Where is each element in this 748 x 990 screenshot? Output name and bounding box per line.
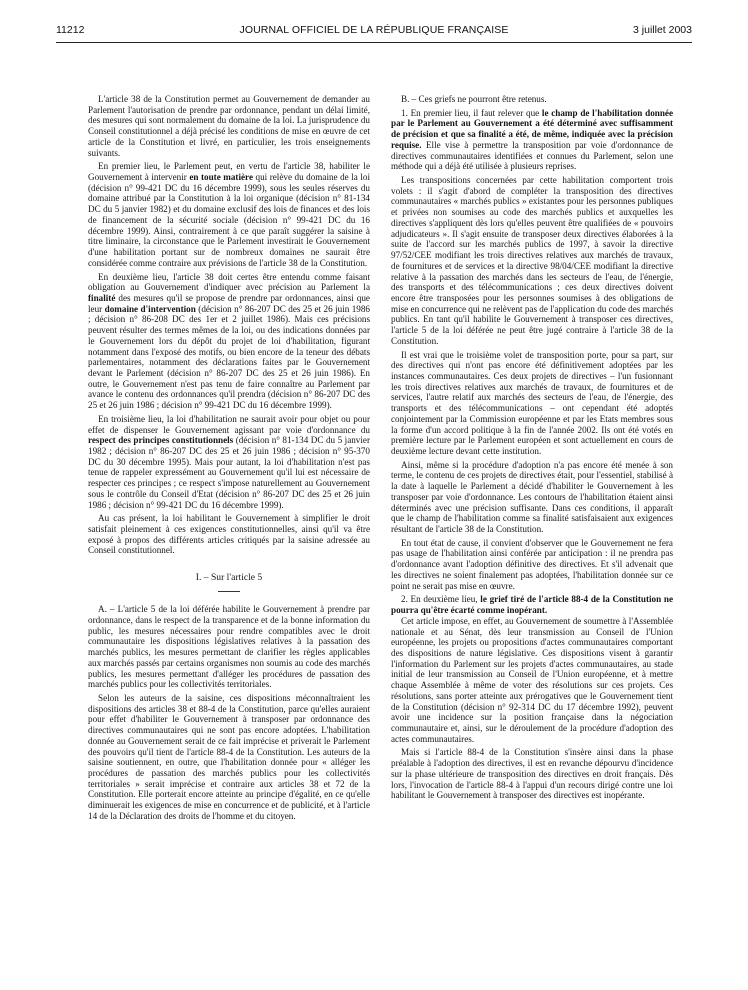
paragraph: En troisième lieu, la loi d'habilitation ne saurait avoir pour objet ou pour effet de dispenser le Gouvernement agissant par voie d'ordonnance du respect des principes constitutionnels (décision n° 81-134 DC du 5 janvier 1982 ; décision n° 86-207 DC des 25 et 26 juin 1986 ; décision n° 95-370 DC du 30 décembre 1995). Mais pour autant, la loi d'habilitation n'est pas tenue de rappeler expressément au Gouvernement qu'il lui est nécessaire de respecter ces principes ; ce respect s'impose naturellement au Gouvernement sous le contrôle du Conseil d'Etat (décision n° 86-207 DC des 25 et 26 juin 1986 ; décision n° 99-421 DC du 16 décembre 1999). xyxy=(88,413,370,510)
paragraph: En deuxième lieu, l'article 38 doit certes être entendu comme faisant obligation au Gouvernement d'indiquer avec précision au Parlement la finalité des mesures qu'il se propose de prendre par ordonnances, ainsi que leur domaine d'intervention (décision n° 86-207 DC des 25 et 26 juin 1986 ; décision n° 86-208 DC des 1er et 2 juillet 1986). Mais ces précisions peuvent résulter des termes mêmes de la loi, ou des indications données par le Gouvernement lors du dépôt du projet de loi d'habilitation, figurant notamment dans l'exposé des motifs, ou bien encore de la teneur des débats parlementaires, notamment des déclarations faites par le Gouvernement devant le Parlement (décision n° 86-207 DC des 25 et 26 juin 1986). En outre, le Gouvernement n'est pas tenu de faire connaître au Parlement par avance le contenu des ordonnances qu'il prendra (décision n° 86-207 DC des 25 et 26 juin 1986 ; décision n° 99-421 DC du 16 décembre 1999). xyxy=(88,271,370,411)
paragraph: Les transpositions concernées par cette habilitation comportent trois volets : il s'agit d'abord de compléter la transposition des directives communautaires « marchés publics » existantes pour les personnes publiques et privées non soumises au code des marchés publics et auxquelles les directives s'appliquent dès lors qu'elles peuvent être qualifiées de « pouvoirs adjudicateurs ». Il s'agit ensuite de transposer deux directives élaborées à la suite de l'accord sur les marchés publics de 1997, à savoir la directive 97/52/CEE modifiant les trois directives relatives aux marchés de travaux, de fournitures et de services et la directive 98/04/CEE modifiant la directive relative à la passation des marchés dans les secteurs de l'eau, de l'énergie, des transports et des télécommunications ; ces deux directives doivent encore être transposées pour les personnes soumises à des obligations de mise en concurrence qui ne relèvent pas de l'application du code des marchés publics. En tant qu'il habilite le Gouvernement à transposer ces directives, l'article 5 de la loi déférée ne peut être jugé contraire à l'article 38 de la Constitution. xyxy=(391,175,673,346)
header-rule xyxy=(56,42,692,43)
emphasis: le grief tiré de l'article 88-4 de la Constitution ne pourra qu'être écarté comme inopérant. xyxy=(391,594,673,616)
emphasis: en toute matière xyxy=(189,172,253,183)
page-header xyxy=(56,24,692,40)
paragraph: Ainsi, même si la procédure d'adoption n'a pas encore été menée à son terme, le contenu de ces projets de directives était, pour l'essentiel, stabilisé à la date à laquelle le Parlement a décidé d'habiliter le Gouvernement à les transposer par voie d'ordonnance. Les contours de l'habilitation étaient ainsi déterminés avec une précision suffisante. Dans ces conditions, il apparaît que le champ de l'habilitation comme sa finalité satisfaisaient aux exigences résultant de l'article 38 de la Constitution. xyxy=(391,459,673,535)
journal-title: JOURNAL OFFICIEL DE LA RÉPUBLIQUE FRANÇAISE xyxy=(239,24,509,36)
left-column xyxy=(88,94,370,974)
paragraph: Au cas présent, la loi habilitant le Gouvernement à simplifier le droit satisfait pleinement à ces exigences constitutionnelles, ainsi qu'il va être exposé à propos des différents articles critiqués par la saisine adressée au Conseil constitutionnel. xyxy=(88,513,370,556)
paragraph: 1. En premier lieu, il faut relever que le champ de l'habilitation donnée par le Parlement au Gouvernement a été déterminé avec suffisamment de précision et que sa finalité a été, de même, indiquée avec la précision requise. Elle vise à permettre la transposition par voie d'ordonnance de directives communautaires identifiées et connues du Parlement, selon une méthode qui a déjà été utilisée à plusieurs reprises. xyxy=(391,107,673,172)
paragraph: B. – Ces griefs ne pourront être retenus. xyxy=(401,94,547,104)
paragraph: Il est vrai que le troisième volet de transposition porte, pour sa part, sur des directives qui n'ont pas encore été définitivement adoptées par les instances communautaires. Ces deux projets de directives – l'un fusionnant les trois directives relatives aux marchés de travaux, de fournitures et de services, l'autre relatif aux marchés des secteurs de l'eau, de l'énergie, des transports et des télécommunications – ont cependant été adoptés conjointement par la Commission européenne et par les Etats membres sous la forme d'un accord politique à la fin de l'année 2002. Ils ont été votés en première lecture par le Parlement européen et sont actuellement en cours de deuxième lecture devant cette institution. xyxy=(391,349,673,456)
issue-date: 3 juillet 2003 xyxy=(633,24,692,36)
paragraph: En tout état de cause, il convient d'observer que le Gouvernement ne fera pas usage de l'habilitation ainsi conférée par anticipation : il ne prendra pas d'ordonnance avant l'adoption définitive des directives. Et s'il advenait que les directives ne soient finalement pas adoptées, l'habilitation donnée sur ce point ne serait pas mise en œuvre. xyxy=(391,537,673,591)
section-heading: I. – Sur l'article 5 xyxy=(88,572,370,592)
paragraph: A. – L'article 5 de la loi déférée habilite le Gouvernement à prendre par ordonnance, dans le respect de la transparence et de la bonne information du public, les mesures nécessaires pour rendre compatibles avec le droit communautaire les dispositions législatives relatives à la passation des marchés publics, les mesures permettant de clarifier les règles applicables aux marchés passés par certains organismes non soumis au code des marchés publics, les mesures permettant d'alléger les procédures de passation des marchés publics pour les collectivités territoriales. xyxy=(88,604,370,690)
emphasis: le champ de l'habilitation donnée par le Parlement au Gouvernement a été déterminé avec suffisamment de précision et que sa finalité a été, de même, indiquée avec la précision requise. xyxy=(391,107,673,150)
emphasis: domaine d'intervention xyxy=(104,303,196,314)
page-number: 11212 xyxy=(56,24,85,36)
paragraph: En premier lieu, le Parlement peut, en vertu de l'article 38, habiliter le Gouvernement à intervenir en toute matière qui relève du domaine de la loi (décision n° 99-421 DC du 16 décembre 1999), sous les seules réserves du domaine attribué par la Constitution à la loi organique (décision n° 81-134 DC du 5 janvier 1982) et du domaine exclusif des lois de finances et des lois de financement de la sécurité sociale (décision n° 99-421 DC du 16 décembre 1999). Ainsi, contrairement à ce que paraît suggérer la saisine à titre liminaire, la circonstance que le Parlement investirait le Gouvernement d'une habilitation portant sur de nombreux domaines ne saurait être considérée comme contraire aux prévisions de l'article 38 de la Constitution. xyxy=(88,161,370,268)
emphasis: finalité xyxy=(88,292,116,303)
heading-rule xyxy=(218,591,240,592)
paragraph: 2. En deuxième lieu, le grief tiré de l'article 88-4 de la Constitution ne pourra qu'être écarté comme inopérant. xyxy=(391,594,673,616)
paragraph: Selon les auteurs de la saisine, ces dispositions méconnaîtraient les dispositions des articles 38 et 88-4 de la Constitution, parce qu'elles auraient pour effet d'habiliter le Gouvernement à transposer par ordonnance des directives communautaires qui ne sont pas encore adoptées. L'habilitation donnée au Gouvernement serait de ce fait imprécise et priverait le Parlement des pouvoirs qu'il tient de l'article 88-4 de la Constitution. Les auteurs de la saisine soutiennent, en outre, que l'habilitation donnée pour « alléger les procédures de passation des marchés publics pour les collectivités territoriales » serait imprécise et contraire aux articles 38 et 72 de la Constitution. Elle porterait encore atteinte au principe d'égalité, en ce qu'elle diminuerait les exigences de mise en concurrence et de publicité, et à l'article 14 de la Déclaration des droits de l'homme et du citoyen. xyxy=(88,692,370,821)
paragraph: Cet article impose, en effet, au Gouvernement de soumettre à l'Assemblée nationale et au Sénat, dès leur transmission au Conseil de l'Union européenne, les projets ou propositions d'actes communautaires comportant des dispositions de nature législative. Ces dispositions visent à garantir l'information du Parlement sur les projets d'actes communautaires, au stade initial de leur transmission au Conseil de l'Union européenne, et à mettre chaque Assemblée à même de voter des résolutions sur ces projets. Ces résolutions, sans porter atteinte aux prérogatives que le Gouvernement tient de la Constitution (décision n° 92-314 DC du 17 décembre 1992), peuvent avoir une incidence sur la position française dans la négociation communautaire et, ainsi, sur le déroulement de la procédure d'adoption des actes communautaires. xyxy=(391,615,673,744)
paragraph: Mais si l'article 88-4 de la Constitution s'insère ainsi dans la phase préalable à l'adoption des directives, il est en revanche dépourvu d'incidence sur la phase ultérieure de transposition des directives en droit français. Dès lors, l'invocation de l'article 88-4 à l'appui d'un recours dirigé contre une loi habilitant le Gouvernement à transposer des directives est inopérante. xyxy=(391,747,673,801)
emphasis: respect des principes constitutionnels xyxy=(88,435,234,446)
right-column xyxy=(391,94,673,974)
paragraph: L'article 38 de la Constitution permet au Gouvernement de demander au Parlement l'autorisation de prendre par ordonnance, pendant un délai limité, des mesures qui sont normalement du domaine de la loi. La jurisprudence du Conseil constitutionnel a déjà précisé les conditions de mise en œuvre de cet article de la Constitution et livré, en particulier, les trois enseignements suivants. xyxy=(88,94,370,158)
